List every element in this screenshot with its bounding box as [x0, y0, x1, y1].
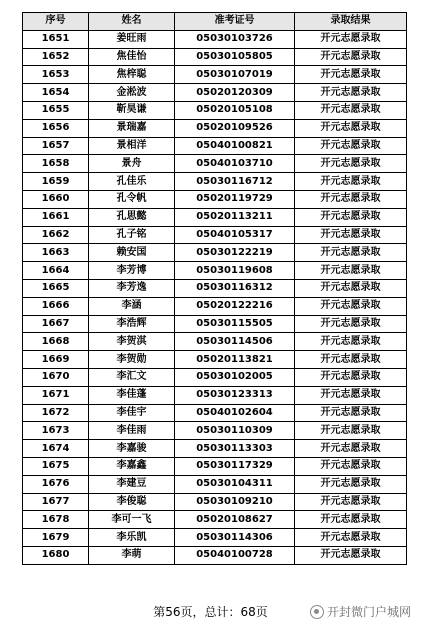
cell-admission-result: 开元志愿录取 — [295, 546, 407, 564]
cell-exam-ticket-number: 05030114306 — [175, 529, 295, 547]
cell-exam-ticket-number: 05030116312 — [175, 279, 295, 297]
cell-admission-result: 开元志愿录取 — [295, 351, 407, 369]
cell-name: 金淞波 — [89, 84, 175, 102]
header-name: 姓名 — [89, 13, 175, 31]
table-row — [23, 297, 407, 315]
cell-exam-ticket-number: 05020105108 — [175, 101, 295, 119]
cell-serial-number: 1679 — [23, 529, 89, 547]
cell-serial-number: 1664 — [23, 262, 89, 280]
cell-admission-result: 开元志愿录取 — [295, 262, 407, 280]
cell-exam-ticket-number: 05030102005 — [175, 368, 295, 386]
cell-name: 李佳雨 — [89, 422, 175, 440]
cell-name: 李佳蓬 — [89, 386, 175, 404]
cell-admission-result: 开元志愿录取 — [295, 315, 407, 333]
cell-exam-ticket-number: 05020120309 — [175, 84, 295, 102]
cell-serial-number: 1652 — [23, 48, 89, 66]
cell-admission-result: 开元志愿录取 — [295, 297, 407, 315]
page-footer: 第56页，总计：68页 — [153, 605, 268, 619]
cell-admission-result: 开元志愿录取 — [295, 101, 407, 119]
cell-exam-ticket-number: 05020109526 — [175, 119, 295, 137]
cell-admission-result: 开元志愿录取 — [295, 30, 407, 48]
cell-admission-result: 开元志愿录取 — [295, 457, 407, 475]
cell-serial-number: 1659 — [23, 173, 89, 191]
cell-serial-number: 1660 — [23, 190, 89, 208]
cell-name: 孔思懿 — [89, 208, 175, 226]
cell-serial-number: 1680 — [23, 546, 89, 564]
table-row — [23, 315, 407, 333]
cell-admission-result: 开元志愿录取 — [295, 84, 407, 102]
cell-admission-result: 开元志愿录取 — [295, 155, 407, 173]
table-row — [23, 457, 407, 475]
table-row — [23, 119, 407, 137]
table-row — [23, 101, 407, 119]
cell-name: 孔佳乐 — [89, 173, 175, 191]
table-row — [23, 226, 407, 244]
table-header-row — [23, 13, 407, 31]
cell-name: 李俊聪 — [89, 493, 175, 511]
cell-serial-number: 1666 — [23, 297, 89, 315]
cell-name: 景相洋 — [89, 137, 175, 155]
admission-results-table — [22, 12, 407, 565]
cell-name: 李建豆 — [89, 475, 175, 493]
cell-serial-number: 1665 — [23, 279, 89, 297]
cell-admission-result: 开元志愿录取 — [295, 368, 407, 386]
cell-exam-ticket-number: 05030109210 — [175, 493, 295, 511]
cell-name: 靳昊谦 — [89, 101, 175, 119]
cell-exam-ticket-number: 05020119729 — [175, 190, 295, 208]
cell-name: 李芳逸 — [89, 279, 175, 297]
cell-admission-result: 开元志愿录取 — [295, 279, 407, 297]
cell-name: 姜旺雨 — [89, 30, 175, 48]
cell-admission-result: 开元志愿录取 — [295, 422, 407, 440]
cell-exam-ticket-number: 05020122216 — [175, 297, 295, 315]
table-row — [23, 333, 407, 351]
cell-admission-result: 开元志愿录取 — [295, 66, 407, 84]
cell-serial-number: 1678 — [23, 511, 89, 529]
cell-exam-ticket-number: 05040102604 — [175, 404, 295, 422]
cell-admission-result: 开元志愿录取 — [295, 48, 407, 66]
cell-serial-number: 1677 — [23, 493, 89, 511]
watermark-logo-icon — [310, 605, 324, 619]
cell-admission-result: 开元志愿录取 — [295, 333, 407, 351]
cell-admission-result: 开元志愿录取 — [295, 493, 407, 511]
cell-admission-result: 开元志愿录取 — [295, 208, 407, 226]
table-row — [23, 368, 407, 386]
cell-name: 李汇文 — [89, 368, 175, 386]
cell-admission-result: 开元志愿录取 — [295, 173, 407, 191]
cell-name: 孔令帆 — [89, 190, 175, 208]
table-row — [23, 208, 407, 226]
cell-serial-number: 1657 — [23, 137, 89, 155]
cell-exam-ticket-number: 05020108627 — [175, 511, 295, 529]
table-row — [23, 404, 407, 422]
cell-serial-number: 1658 — [23, 155, 89, 173]
table-row — [23, 30, 407, 48]
cell-serial-number: 1673 — [23, 422, 89, 440]
table-body — [23, 30, 407, 564]
table-row — [23, 84, 407, 102]
cell-admission-result: 开元志愿录取 — [295, 386, 407, 404]
table-row — [23, 155, 407, 173]
cell-exam-ticket-number: 05030117329 — [175, 457, 295, 475]
cell-name: 李嘉骏 — [89, 440, 175, 458]
cell-admission-result: 开元志愿录取 — [295, 119, 407, 137]
cell-exam-ticket-number: 05030110309 — [175, 422, 295, 440]
cell-name: 焦佳怡 — [89, 48, 175, 66]
cell-name: 李可一飞 — [89, 511, 175, 529]
header-serial-number: 序号 — [23, 13, 89, 31]
header-exam-ticket-number: 准考证号 — [175, 13, 295, 31]
cell-exam-ticket-number: 05030116712 — [175, 173, 295, 191]
cell-serial-number: 1676 — [23, 475, 89, 493]
cell-exam-ticket-number: 05030103726 — [175, 30, 295, 48]
cell-name: 李佳宇 — [89, 404, 175, 422]
watermark — [310, 603, 411, 620]
cell-serial-number: 1655 — [23, 101, 89, 119]
table-row — [23, 475, 407, 493]
cell-serial-number: 1670 — [23, 368, 89, 386]
header-admission-result: 录取结果 — [295, 13, 407, 31]
cell-exam-ticket-number: 05030115505 — [175, 315, 295, 333]
table-row — [23, 244, 407, 262]
cell-name: 李贺勋 — [89, 351, 175, 369]
cell-admission-result: 开元志愿录取 — [295, 440, 407, 458]
cell-name: 焦梓聪 — [89, 66, 175, 84]
cell-admission-result: 开元志愿录取 — [295, 190, 407, 208]
cell-name: 李萌 — [89, 546, 175, 564]
cell-name: 赖安国 — [89, 244, 175, 262]
table-row — [23, 546, 407, 564]
cell-exam-ticket-number: 05040100821 — [175, 137, 295, 155]
cell-serial-number: 1674 — [23, 440, 89, 458]
table-row — [23, 137, 407, 155]
cell-exam-ticket-number: 05020113821 — [175, 351, 295, 369]
cell-name: 李乐凯 — [89, 529, 175, 547]
cell-name: 李贺淇 — [89, 333, 175, 351]
cell-exam-ticket-number: 05030105805 — [175, 48, 295, 66]
cell-exam-ticket-number: 05030113303 — [175, 440, 295, 458]
cell-serial-number: 1675 — [23, 457, 89, 475]
table-row — [23, 279, 407, 297]
cell-name: 李芳博 — [89, 262, 175, 280]
table-row — [23, 173, 407, 191]
cell-exam-ticket-number: 05040103710 — [175, 155, 295, 173]
cell-serial-number: 1651 — [23, 30, 89, 48]
table-row — [23, 190, 407, 208]
cell-admission-result: 开元志愿录取 — [295, 244, 407, 262]
cell-serial-number: 1668 — [23, 333, 89, 351]
cell-serial-number: 1662 — [23, 226, 89, 244]
cell-name: 李嘉鑫 — [89, 457, 175, 475]
table-row — [23, 351, 407, 369]
watermark-text: 开封微门户城网 — [326, 605, 411, 619]
cell-exam-ticket-number: 05020113211 — [175, 208, 295, 226]
table-row — [23, 66, 407, 84]
cell-serial-number: 1653 — [23, 66, 89, 84]
table-row — [23, 48, 407, 66]
cell-exam-ticket-number: 05030119608 — [175, 262, 295, 280]
cell-name: 孔子铭 — [89, 226, 175, 244]
cell-exam-ticket-number: 05030114506 — [175, 333, 295, 351]
table-row — [23, 511, 407, 529]
cell-serial-number: 1671 — [23, 386, 89, 404]
table-row — [23, 440, 407, 458]
cell-exam-ticket-number: 05030123313 — [175, 386, 295, 404]
cell-exam-ticket-number: 05030107019 — [175, 66, 295, 84]
cell-admission-result: 开元志愿录取 — [295, 137, 407, 155]
cell-exam-ticket-number: 05040105317 — [175, 226, 295, 244]
cell-serial-number: 1656 — [23, 119, 89, 137]
cell-serial-number: 1663 — [23, 244, 89, 262]
cell-serial-number: 1669 — [23, 351, 89, 369]
cell-serial-number: 1667 — [23, 315, 89, 333]
cell-admission-result: 开元志愿录取 — [295, 226, 407, 244]
cell-exam-ticket-number: 05030104311 — [175, 475, 295, 493]
cell-exam-ticket-number: 05040100728 — [175, 546, 295, 564]
cell-serial-number: 1661 — [23, 208, 89, 226]
table-row — [23, 386, 407, 404]
cell-exam-ticket-number: 05030122219 — [175, 244, 295, 262]
cell-admission-result: 开元志愿录取 — [295, 404, 407, 422]
cell-name: 李涵 — [89, 297, 175, 315]
cell-name: 李浩辉 — [89, 315, 175, 333]
cell-admission-result: 开元志愿录取 — [295, 529, 407, 547]
table-row — [23, 262, 407, 280]
cell-admission-result: 开元志愿录取 — [295, 511, 407, 529]
table-row — [23, 422, 407, 440]
cell-serial-number: 1654 — [23, 84, 89, 102]
cell-admission-result: 开元志愿录取 — [295, 475, 407, 493]
table-row — [23, 529, 407, 547]
table-row — [23, 493, 407, 511]
cell-name: 景瑞嘉 — [89, 119, 175, 137]
cell-serial-number: 1672 — [23, 404, 89, 422]
cell-name: 景舟 — [89, 155, 175, 173]
